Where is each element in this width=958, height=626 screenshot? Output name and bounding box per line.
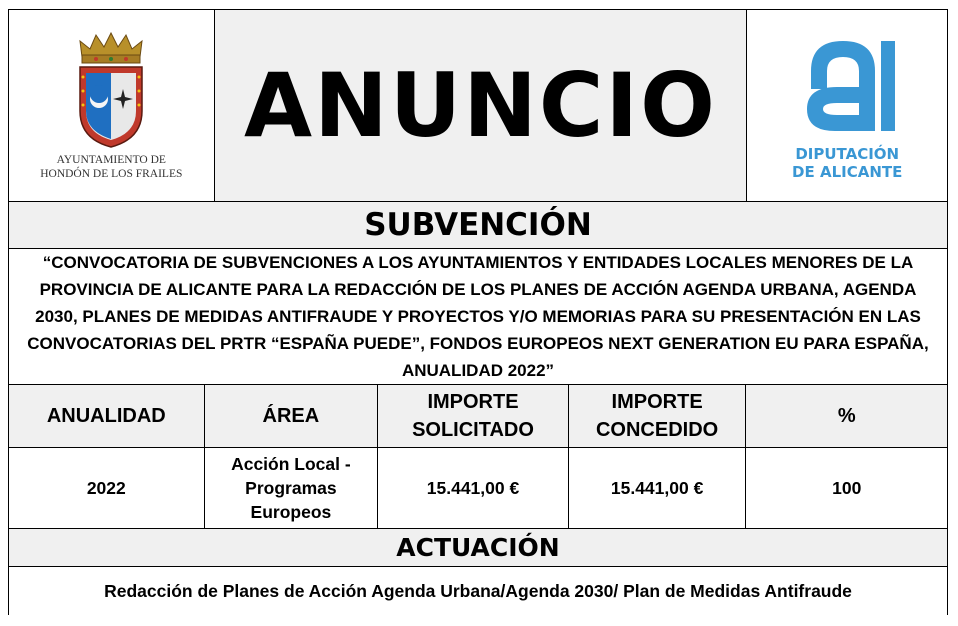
diputacion-name-line1: DIPUTACIÓN [795,144,900,163]
title-cell [215,10,748,201]
actuacion-description: Redacción de Planes de Acción Agenda Urbana/Agenda 2030/ Plan de Medidas Antifraude [104,581,852,601]
actuacion-description-row [9,567,947,616]
cell-percent: 100 [832,478,862,498]
subvencion-description-row [9,249,947,385]
diputacion-a-icon [797,31,897,139]
cell-importe-concedido: 15.441,00 € [569,448,747,528]
table-header-row [9,385,947,448]
announcement-sheet [8,9,948,615]
column-header-importe-solicitado: IMPORTE SOLICITADO [378,385,569,447]
cell-area: Acción Local - Programas Europeos [205,448,379,528]
cell-importe-solicitado: 15.441,00 € [378,448,569,528]
coat-of-arms-icon [74,31,148,149]
column-header-area: ÁREA [205,385,379,447]
subvencion-description: “CONVOCATORIA DE SUBVENCIONES A LOS AYUNTAMIENTOS Y ENTIDADES LOCALES MENORES DE LA PROVINCIA DE ALICANTE PARA LA REDACCIÓN DE LOS PLANES DE ACCIÓN AGENDA URBANA, AGENDA 2030, PLANES DE MEDIDAS ANTIFRAUDE Y PROYECTOS Y/O MEMORIAS PARA SU PRESENTACIÓN EN LAS CONVOCATORIAS DEL PRTR “ESPAÑA PUEDE”, FONDOS EUROPEOS NEXT GENERATION EU PARA ESPAÑA, ANUALIDAD 2022” [27,253,929,380]
header-row [9,10,947,202]
diputacion-name-line2: DE ALICANTE [792,162,903,181]
ayuntamiento-name-line1: AYUNTAMIENTO DE [56,153,166,166]
column-header-percent: % [837,405,856,427]
actuacion-heading: ACTUACIÓN [396,533,560,562]
page-title: ANUNCIO [243,54,717,157]
table-row [9,448,947,529]
column-header-importe-concedido: IMPORTE CONCEDIDO [569,385,747,447]
cell-anualidad: 2022 [9,448,205,528]
actuacion-heading-row [9,529,947,567]
subvencion-heading: SUBVENCIÓN [364,207,592,243]
diputacion-logo [747,10,947,201]
ayuntamiento-name-line2: HONDÓN DE LOS FRAILES [40,167,183,180]
ayuntamiento-logo [9,10,215,201]
subvencion-heading-row [9,202,947,249]
column-header-anualidad: ANUALIDAD [9,385,205,447]
